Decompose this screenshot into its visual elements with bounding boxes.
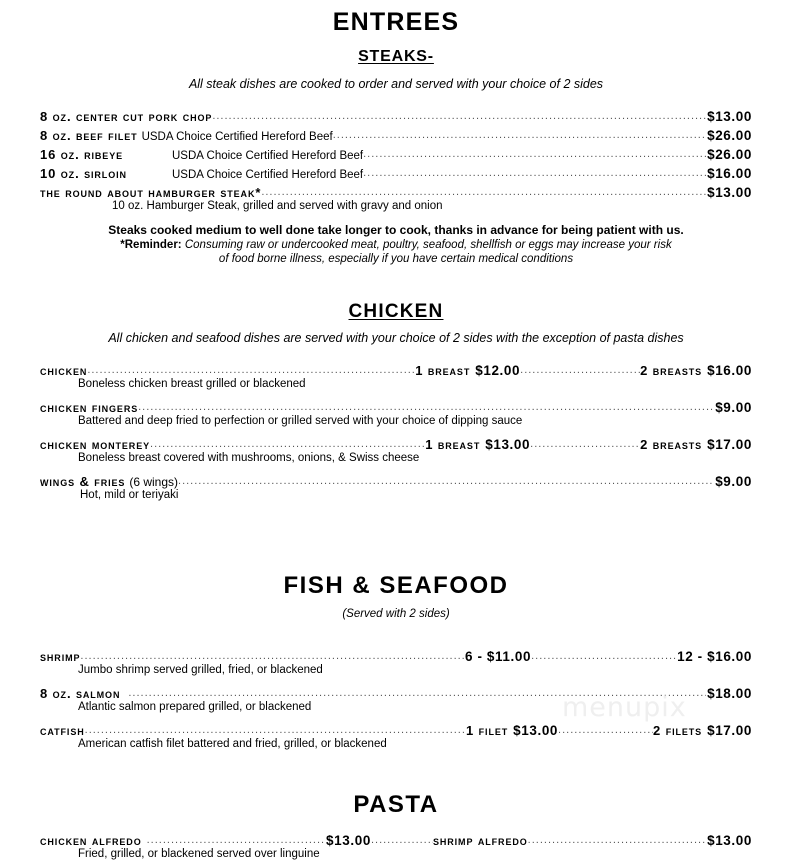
item-price-label-1: 1 filet — [466, 723, 509, 738]
item-description: Hot, mild or teriyaki — [80, 489, 179, 501]
section-title-pasta: PASTA — [353, 791, 439, 818]
chicken-note: All chicken and seafood dishes are served with your choice of 2 sides with the exception of pasta dishes — [108, 331, 684, 345]
item-name: chicken fingers — [40, 400, 139, 415]
leader-dots — [87, 364, 415, 376]
item-price: $16.00 — [707, 166, 752, 181]
leader-dots — [128, 687, 706, 699]
leader-dots-mid — [530, 438, 640, 450]
menu-item-row[interactable] — [40, 474, 752, 489]
item-price: $26.00 — [707, 128, 752, 143]
item-name: wings & fries — [40, 474, 126, 489]
leader-dots — [178, 475, 714, 487]
item-price-label-1: 1 breast — [425, 437, 481, 452]
menu-item-row[interactable] — [40, 686, 752, 701]
chicken-item-list — [0, 363, 792, 502]
item-name: the round about hamburger steak* — [40, 185, 262, 200]
item-name: 10 oz. sirloin — [40, 166, 127, 181]
item-subtext: USDA Choice Certified Hereford Beef — [172, 150, 364, 162]
item-price: $9.00 — [715, 474, 752, 489]
menu-item-row[interactable] — [40, 147, 752, 162]
item-price-label-2: 2 breasts — [640, 363, 703, 378]
item-description: Boneless chicken breast grilled or blackened — [78, 378, 306, 390]
menu-item-row[interactable] — [40, 723, 752, 738]
item-price-label-2: 2 breasts — [640, 437, 703, 452]
item-price-2: $17.00 — [707, 437, 752, 452]
leader-dots — [138, 401, 714, 413]
section-title-fish: FISH & SEAFOOD — [283, 572, 509, 599]
steaks-note: All steak dishes are cooked to order and served with your choice of 2 sides — [188, 77, 604, 91]
item-price-label-1: 1 breast — [415, 363, 471, 378]
item-description: Jumbo shrimp served grilled, fried, or blackened — [78, 664, 323, 676]
leader-dots — [528, 834, 706, 846]
item-paren-note: (6 wings) — [129, 475, 179, 489]
item-description: 10 oz. Hamburger Steak, grilled and served with gravy and onion — [112, 200, 443, 212]
item-price: $13.00 — [707, 109, 752, 124]
item-name-2: shrimp alfredo — [432, 833, 528, 848]
menu-item-row[interactable] — [40, 437, 752, 452]
leader-dots — [150, 438, 425, 450]
item-description: Fried, grilled, or blackened served over linguine — [78, 848, 320, 860]
item-price-1: 6 - $11.00 — [465, 649, 532, 664]
item-name: chicken — [40, 363, 88, 378]
leader-dots — [363, 148, 706, 160]
leader-dots — [147, 834, 325, 846]
item-subtext: USDA Choice Certified Hereford Beef — [141, 131, 333, 143]
item-description: American catfish filet battered and fried, grilled, or blackened — [78, 738, 387, 750]
section-title-chicken: CHICKEN — [348, 301, 444, 322]
steaks-item-list — [0, 109, 792, 213]
fish-item-list — [0, 649, 792, 751]
item-price-2: $16.00 — [707, 363, 752, 378]
menu-item-row[interactable] — [40, 109, 752, 124]
item-price: $9.00 — [715, 400, 752, 415]
menu-item-row[interactable] — [40, 185, 752, 200]
leader-dots-mid — [520, 364, 640, 376]
menu-item-row[interactable] — [40, 128, 752, 143]
item-price-2: $13.00 — [707, 833, 752, 848]
menu-item-row[interactable] — [40, 166, 752, 181]
item-price: $13.00 — [707, 185, 752, 200]
subsection-title-steaks: STEAKS- — [358, 48, 434, 65]
item-price-1: $13.00 — [513, 723, 559, 738]
menu-item-row[interactable] — [40, 649, 752, 664]
menupix-watermark: menupix — [562, 692, 687, 723]
item-name: 8 oz. salmon — [40, 686, 121, 701]
item-price: $18.00 — [707, 686, 752, 701]
item-description: Atlantic salmon prepared grilled, or blackened — [78, 701, 312, 713]
pasta-item-list — [0, 833, 792, 861]
item-description: Boneless breast covered with mushrooms, onions, & Swiss cheese — [78, 452, 420, 464]
item-name: chicken monterey — [40, 437, 151, 452]
item-price-1: $13.00 — [485, 437, 531, 452]
item-price-2: 12 - $16.00 — [677, 649, 752, 664]
item-name: 8 oz. center cut pork chop — [40, 109, 213, 124]
item-price: $13.00 — [326, 833, 371, 848]
menu-item-row[interactable] — [40, 833, 752, 848]
reminder-label: *Reminder: — [120, 239, 182, 251]
item-name: 16 oz. ribeye — [40, 147, 124, 162]
item-name: chicken alfredo — [40, 833, 142, 848]
item-price-label-2: 2 filets — [653, 723, 703, 738]
steaks-reminder-line2: of food borne illness, especially if you have certain medical conditions — [218, 253, 574, 265]
item-name: shrimp — [40, 649, 81, 664]
fish-note: (Served with 2 sides) — [342, 608, 450, 620]
steaks-reminder-line1 — [0, 238, 792, 252]
menu-item-row[interactable] — [40, 400, 752, 415]
item-price: $26.00 — [707, 147, 752, 162]
item-description: Battered and deep fried to perfection or grilled served with your choice of dipping sauce — [78, 415, 523, 427]
leader-dots — [363, 167, 706, 179]
leader-dots — [212, 110, 706, 122]
item-price-2: $17.00 — [707, 723, 752, 738]
menu-item-row[interactable] — [40, 363, 752, 378]
leader-dots — [85, 724, 466, 736]
section-title-entrees: ENTREES — [332, 8, 460, 36]
steaks-disclaimer: Steaks cooked medium to well done take longer to cook, thanks in advance for being patient with us. — [108, 223, 684, 237]
item-name: catfish — [40, 723, 85, 738]
item-subtext: USDA Choice Certified Hereford Beef — [172, 169, 364, 181]
reminder-text: Consuming raw or undercooked meat, poultry, seafood, shellfish or eggs may increase your risk — [184, 239, 672, 251]
leader-dots-mid — [531, 650, 676, 662]
item-price-1: $12.00 — [475, 363, 521, 378]
leader-dots-mid — [371, 834, 433, 846]
leader-dots — [80, 650, 464, 662]
leader-dots — [333, 129, 706, 141]
leader-dots — [261, 186, 706, 198]
leader-dots-mid — [558, 724, 653, 736]
item-name: 8 oz. beef filet — [40, 128, 138, 143]
